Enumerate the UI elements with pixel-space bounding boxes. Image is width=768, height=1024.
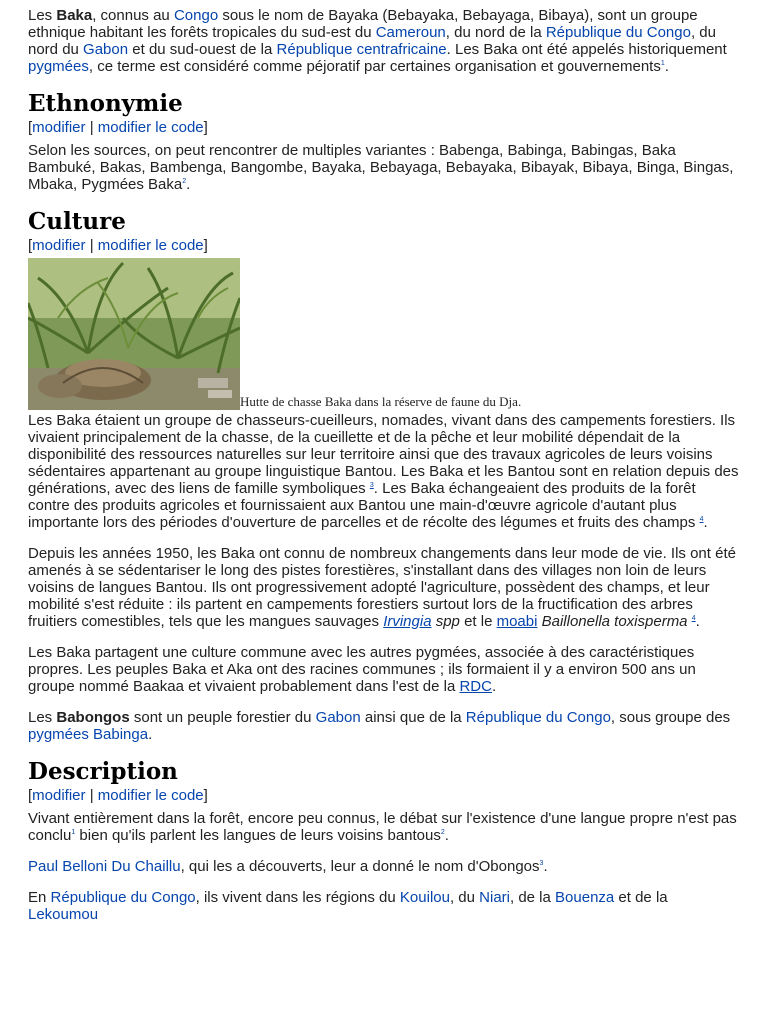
link-moabi[interactable]: moabi (496, 613, 538, 630)
link-irvingia[interactable]: Irvingia (383, 613, 432, 630)
culture-paragraph-4: Les Babongos sont un peuple forestier du Gabon ainsi que de la République du Congo, sous groupe des pygmées Babinga. (28, 709, 731, 743)
figure (28, 258, 740, 410)
edit-link[interactable]: modifier (32, 787, 86, 804)
reference-2[interactable]: 2 (440, 829, 445, 836)
edit-source-link[interactable]: modifier le code (97, 237, 204, 254)
term-babongos: Babongos (56, 709, 130, 726)
reference-1[interactable]: 1 (660, 60, 665, 67)
edit-section-links: [modifier | modifier le code] (28, 237, 208, 254)
heading-culture: Culture (28, 208, 126, 235)
intro-paragraph: Les Baka, connus au Congo sous le nom de Bayaka (Bebayaka, Bebayaga, Bibaya), sont un groupe ethnique habitant les forêts tropicales du sud-est du Cameroun, du nord de la République du Congo, du nord du Gabon et du sud-ouest de la République centrafricaine. Les Baka ont été appelés historiquement pygmées, ce terme est considéré comme péjoratif par certaines organisation et gouvernements$^1$. (28, 7, 727, 75)
link-niari[interactable]: Niari (479, 889, 510, 906)
culture-paragraph-3: Les Baka partagent une culture commune avec les autres pygmées, associée à des caractéristiques propres. Les peuples Baka et Aka ont des racines communes ; ils formaient il y a environ 500 ans un groupe nommé Baakaa et vivaient probablement dans l'est de la RDC. (28, 644, 696, 695)
link-gabon[interactable]: Gabon (83, 41, 129, 58)
link-republique-du-congo[interactable]: République du Congo (545, 24, 691, 41)
link-republique-du-congo[interactable]: République du Congo (465, 709, 611, 726)
edit-source-link[interactable]: modifier le code (97, 119, 204, 136)
figure-caption: Hutte de chasse Baka dans la réserve de faune du Dja. (240, 394, 522, 409)
link-paul-belloni-du-chaillu[interactable]: Paul Belloni Du Chaillu (28, 858, 181, 875)
link-pygmees-babinga[interactable]: pygmées Babinga (28, 726, 149, 743)
link-kouilou[interactable]: Kouilou (399, 889, 450, 906)
link-lekoumou[interactable]: Lekoumou (28, 906, 99, 923)
link-cameroun[interactable]: Cameroun (375, 24, 446, 41)
description-paragraph-3: En République du Congo, ils vivent dans les régions du Kouilou, du Niari, de la Bouenza et de la Lekoumou (28, 889, 668, 923)
link-rdc[interactable]: RDC (459, 678, 492, 695)
link-congo[interactable]: Congo (173, 7, 219, 24)
link-republique-centrafricaine[interactable]: République centrafricaine (276, 41, 447, 58)
reference-4[interactable]: 4 (691, 615, 696, 622)
link-pygmees[interactable]: pygmées (28, 58, 89, 75)
reference-4[interactable]: 4 (699, 516, 704, 523)
edit-link[interactable]: modifier (32, 237, 86, 254)
link-bouenza[interactable]: Bouenza (555, 889, 615, 906)
edit-section-links: [modifier | modifier le code] (28, 787, 208, 804)
link-gabon[interactable]: Gabon (315, 709, 361, 726)
term-baka: Baka (56, 7, 93, 24)
description-paragraph-1: Vivant entièrement dans la forêt, encore peu connus, le débat sur l'existence d'une langue propre n'est pas conclu$^1$ bien qu'ils parlent les langues de leurs voisins bantous$^2$. (28, 810, 737, 844)
reference-1[interactable]: 1 (71, 829, 76, 836)
edit-source-link[interactable]: modifier le code (97, 787, 204, 804)
link-republique-du-congo[interactable]: République du Congo (50, 889, 196, 906)
reference-2[interactable]: 2 (182, 178, 187, 185)
hut-photo[interactable] (28, 258, 240, 410)
heading-ethnonymie: Ethnonymie (28, 90, 183, 117)
ethnonymie-paragraph: Selon les sources, on peut rencontrer de multiples variantes : Babenga, Babinga, Babingas, Baka Bambuké, Bakas, Bambenga, Bangombe, Bayaka, Bebayaga, Bebayaka, Bibayak, Bibaya, Binga, Bingas, Mbaka, Pygmées Baka$^2$. (28, 142, 734, 193)
culture-paragraph-2: Depuis les années 1950, les Baka ont connu de nombreux changements dans leur mode de vie. Ils ont été amenés à se sédentariser le long des pistes forestières, s'installant dans des villages non loin de leurs voisins de langues Bantou. Ils ont progressivement adopté l'agriculture, possèdent des champs, et leur mobilité s'est réduite : ils partent en campements forestiers surtout lors de la fructification des arbres fruitiers comestibles, tels que les mangues sauvages Irvingia spp et le moabi Baillonella toxisperma $^4$. (28, 545, 736, 630)
reference-3[interactable]: 3 (369, 482, 374, 489)
culture-paragraph-1: Les Baka étaient un groupe de chasseurs-cueilleurs, nomades, vivant dans des campements forestiers. Ils vivaient principalement de la chasse, de la cueillette et de la pêche et leur mobilité dépendait de la disponibilité des ressources naturelles sur leur territoire ainsi que des travaux agricoles de leurs voisins sédentaires appartenant au groupe linguistique Bantou. Les Baka et les Bantou sont en relation depuis des générations, avec des liens de famille symboliques $^3$. Les Baka échangeaient des produits de la forêt contre des produits agricoles et fournissaient aux Bantou une main-d'œuvre agricole d'autant plus importante lors des périodes d'ouverture de parcelles et de récolte des légumes et fruits des champs $^4$. (28, 412, 739, 531)
edit-link[interactable]: modifier (32, 119, 86, 136)
heading-description: Description (28, 758, 178, 785)
description-paragraph-2: Paul Belloni Du Chaillu, qui les a découverts, leur a donné le nom d'Obongos$^3$. (28, 858, 548, 875)
reference-3[interactable]: 3 (539, 860, 544, 867)
edit-section-links: [modifier | modifier le code] (28, 119, 208, 136)
